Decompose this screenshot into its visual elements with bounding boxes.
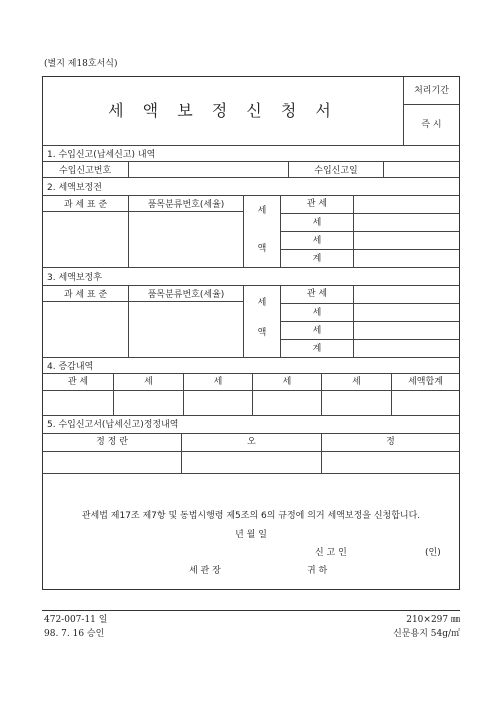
decl-no-label: 수입신고번호 bbox=[59, 166, 112, 176]
applicant-seal: (인) bbox=[425, 548, 441, 558]
addressee-office: 세 관 장 bbox=[189, 566, 221, 576]
s3-tax-char-1: 세 bbox=[257, 298, 267, 308]
s3-row-tax-b: 세 bbox=[312, 326, 322, 336]
s2-col-hs: 품목분류번호(세율) bbox=[147, 200, 225, 210]
section2-heading: 2. 세액보정전 bbox=[47, 183, 102, 193]
s2-col-tax-standard: 과 세 표 준 bbox=[63, 200, 108, 210]
s5-col-error: 오 bbox=[247, 437, 256, 447]
s2-tax-char-2: 액 bbox=[257, 244, 267, 254]
s2-tax-char-1: 세 bbox=[257, 206, 267, 216]
s3-col-hs: 품목분류번호(세율) bbox=[147, 290, 225, 300]
s3-row-customs: 관 세 bbox=[306, 289, 328, 299]
form-title: 세 액 보 정 신 청 서 bbox=[108, 101, 338, 120]
s4-col-tax-4: 세 bbox=[352, 377, 361, 387]
section5-heading: 5. 수입신고서(납세신고)정정내역 bbox=[47, 420, 179, 430]
s2-row-customs: 관 세 bbox=[306, 199, 328, 209]
footer-form-number: 472-007-11 일 bbox=[44, 615, 108, 625]
addressee-honorific: 귀 하 bbox=[307, 566, 328, 576]
declaration-statement: 관세법 제17조 제7항 및 동법시행령 제5조의 6의 규정에 의거 세액보정을 신청합니다. bbox=[81, 511, 421, 521]
footer-paper-type: 신문용지 54g/㎡ bbox=[393, 629, 460, 639]
s5-col-correct: 정 bbox=[386, 437, 395, 447]
s4-col-tax-3: 세 bbox=[282, 377, 292, 387]
section3-heading: 3. 세액보정후 bbox=[47, 273, 102, 283]
s4-col-tax-2: 세 bbox=[213, 377, 223, 387]
s3-col-tax-standard: 과 세 표 준 bbox=[63, 290, 108, 300]
s2-row-total: 계 bbox=[312, 254, 322, 264]
processing-value: 즉 시 bbox=[421, 120, 442, 130]
decl-date-field[interactable] bbox=[384, 162, 458, 176]
processing-label: 처리기간 bbox=[414, 86, 449, 96]
s3-tax-char-2: 액 bbox=[257, 328, 267, 338]
s4-col-tax-1: 세 bbox=[144, 377, 153, 387]
s4-col-customs: 관 세 bbox=[67, 377, 89, 387]
applicant-label: 신 고 인 bbox=[315, 548, 347, 558]
s2-row-tax-a: 세 bbox=[312, 218, 322, 228]
form-code: (별지 제18호서식) bbox=[44, 59, 118, 69]
s3-row-tax-a: 세 bbox=[312, 308, 322, 318]
s5-col-correction: 정 정 란 bbox=[96, 437, 128, 447]
section1-heading: 1. 수입신고(납세신고) 내역 bbox=[47, 150, 156, 160]
date-line: 년 월 일 bbox=[235, 530, 267, 540]
application-form bbox=[42, 76, 460, 590]
decl-no-field[interactable] bbox=[129, 162, 287, 176]
decl-date-label: 수입신고일 bbox=[314, 166, 358, 176]
s2-row-tax-b: 세 bbox=[312, 236, 322, 246]
section4-heading: 4. 증감내역 bbox=[47, 362, 94, 372]
footer-paper-size: 210×297 ㎜ bbox=[406, 615, 460, 625]
s3-row-total: 계 bbox=[312, 344, 322, 354]
footer-approval: 98. 7. 16 승인 bbox=[44, 629, 105, 639]
s4-col-total: 세액합계 bbox=[408, 377, 443, 387]
